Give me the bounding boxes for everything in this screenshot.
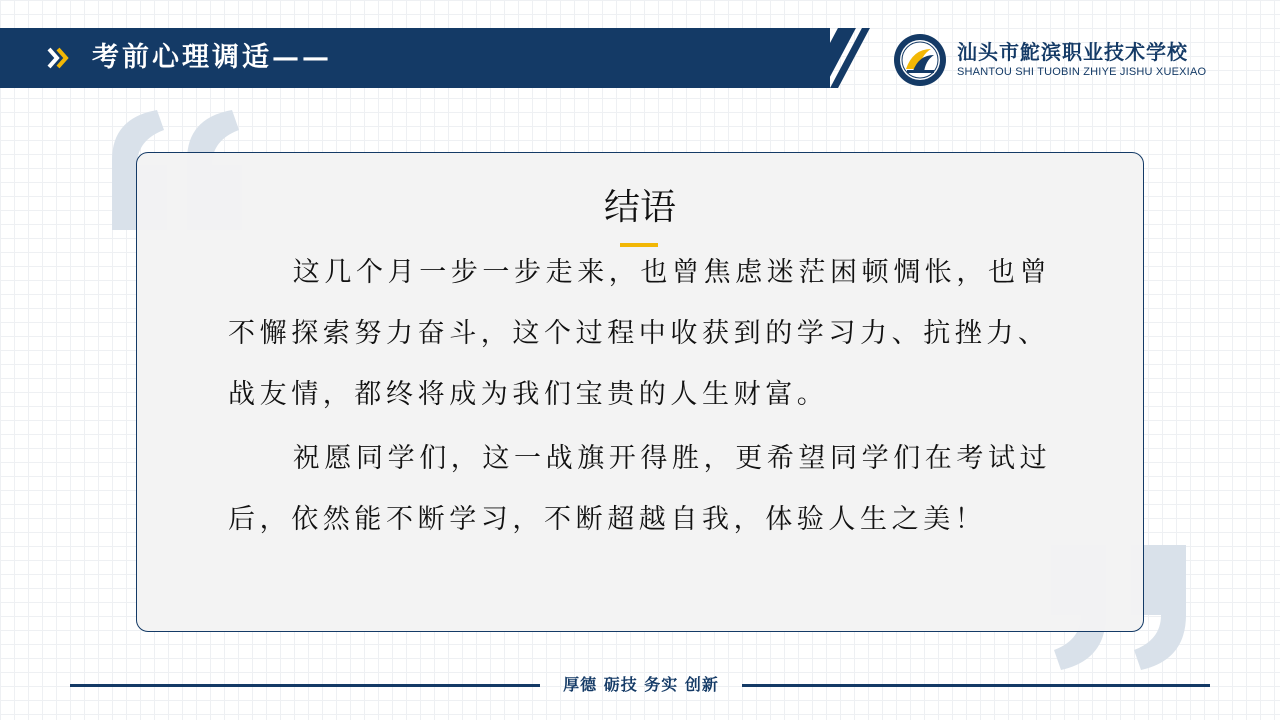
school-emblem-icon xyxy=(893,33,947,87)
paragraph-2: 祝愿同学们，这一战旗开得胜，更希望同学们在考试过后，依然能不断学习，不断超越自我，体验人生之美！ xyxy=(228,443,1052,535)
school-name-en: SHANTOU SHI TUOBIN ZHIYE JISHU XUEXIAO xyxy=(957,66,1207,78)
double-chevron-icon xyxy=(46,45,72,71)
paragraph-1: 这几个月一步一步走来，也曾焦虑迷茫困顿惆怅，也曾不懈探索努力奋斗，这个过程中收获到的学习力、抗挫力、战友情，都终将成为我们宝贵的人生财富。 xyxy=(228,257,1052,410)
footer-divider xyxy=(742,684,1210,687)
page-title: 考前心理调适—— xyxy=(92,42,332,73)
footer-motto: 厚德 砺技 务实 创新 xyxy=(563,675,719,694)
school-name-cn: 汕头市鮀滨职业技术学校 xyxy=(957,40,1188,64)
section-title: 结语 xyxy=(603,187,676,228)
footer-divider xyxy=(70,684,540,687)
